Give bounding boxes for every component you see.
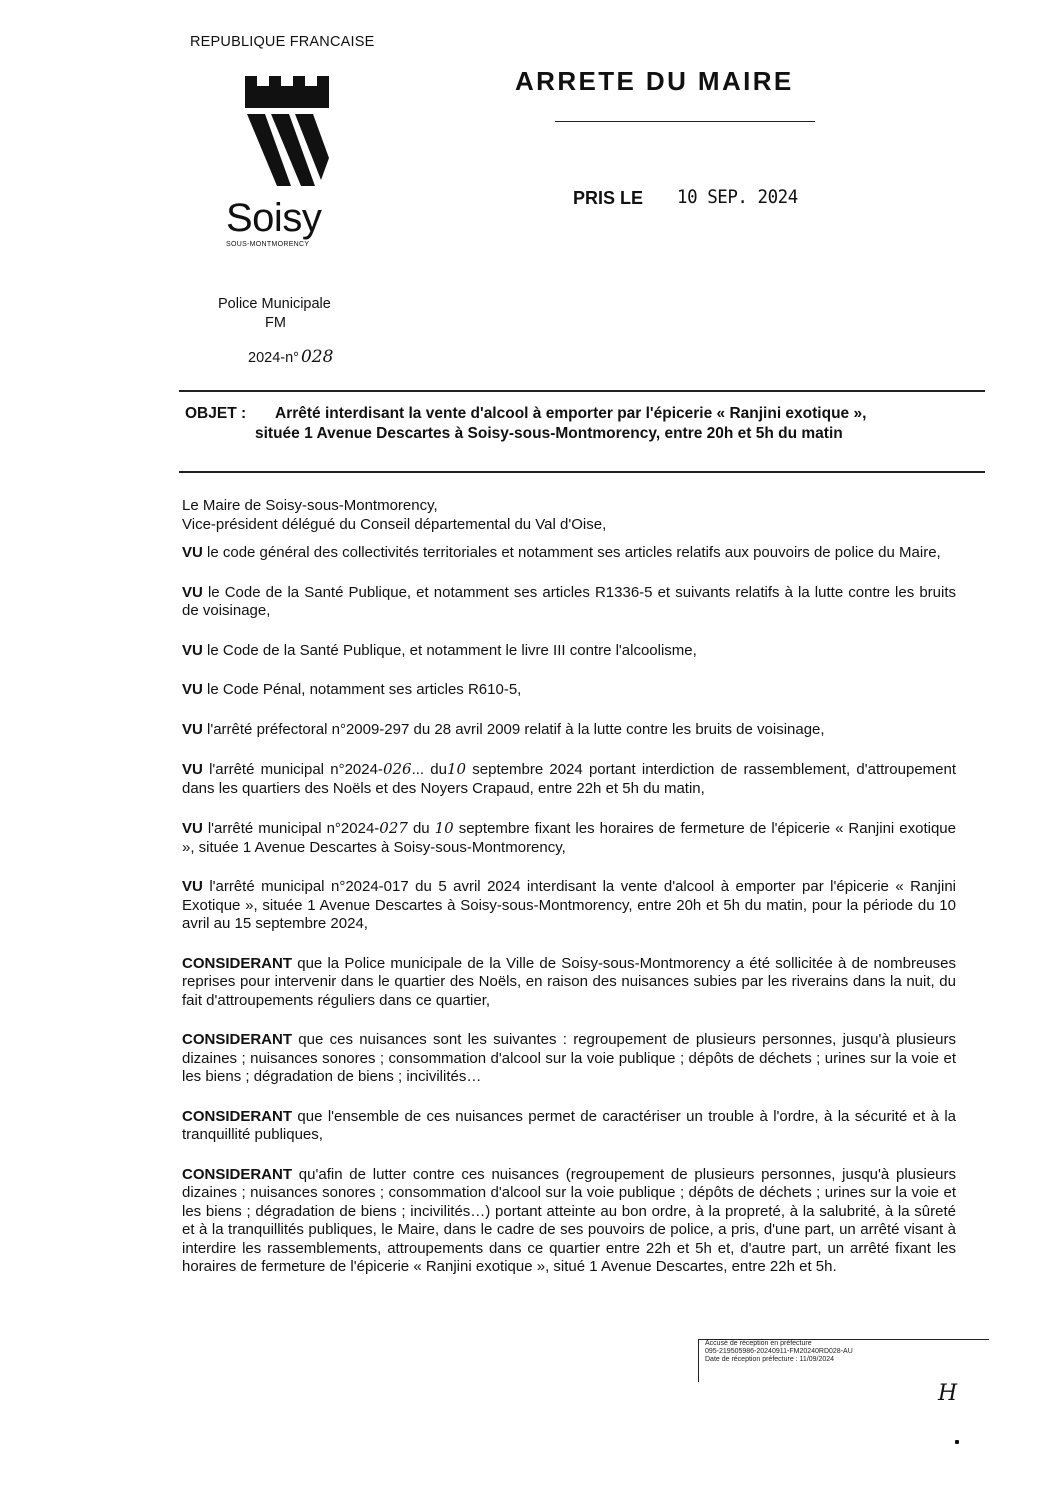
- visa-text: septembre fixant les horaires de fermeture de l'épicerie « Ranjini exotique », située 1 Avenue Descartes à Soisy-sous-Montmorency,: [182, 820, 956, 856]
- visa-text: le Code de la Santé Publique, et notamment le livre III contre l'alcoolisme,: [207, 641, 697, 659]
- objet-line-2: située 1 Avenue Descartes à Soisy-sous-Montmorency, entre 20h et 5h du matin: [255, 425, 843, 442]
- intro-line-1: Le Maire de Soisy-sous-Montmorency,: [182, 497, 438, 514]
- considerant-paragraph: [182, 1166, 956, 1277]
- visa-text: l'arrêté préfectoral n°2009-297 du 28 avril 2009 relatif à la lutte contre les bruits de voisinage,: [207, 720, 825, 738]
- logo-wordmark: Soisy: [226, 196, 322, 240]
- service-name: Police Municipale: [218, 296, 331, 312]
- objet-block: [185, 404, 985, 444]
- considerant-paragraph: [182, 1108, 956, 1145]
- visa-paragraph: [182, 721, 956, 740]
- vu-label: VU: [182, 761, 203, 778]
- objet-label: OBJET :: [185, 405, 247, 422]
- handwritten-number: 027: [379, 819, 408, 837]
- considerant-paragraph: [182, 955, 956, 1011]
- title-underline: [555, 121, 815, 122]
- vu-label: VU: [182, 720, 203, 738]
- vu-label: VU: [182, 544, 203, 561]
- document-title: ARRETE DU MAIRE: [515, 66, 794, 96]
- visa-text: septembre 2024 portant interdiction de rassemblement, d'attroupement dans les quartiers des Noëls et des Noyers Crapaud, entre 22h et 5h du matin,: [182, 761, 957, 797]
- vu-label: VU: [182, 878, 203, 895]
- prefecture-receipt-stamp: [698, 1339, 989, 1382]
- vu-label: VU: [182, 681, 203, 698]
- arrete-number-handwritten: 028: [300, 347, 334, 367]
- considerant-label: CONSIDERANT: [182, 1107, 293, 1125]
- stamp-line-3: Date de réception préfecture : 11/09/2024: [705, 1356, 835, 1363]
- handwritten-day: 10: [434, 819, 454, 837]
- considerant-text: que ces nuisances sont les suivantes : regroupement de plusieurs personnes, jusqu'à plusieurs dizaines ; nuisances sonores ; consommation d'alcool sur la voie publique ; dépôts de déchets ; urines sur la voie et les biens ; dégradation de biens ; incivilités…: [182, 1031, 956, 1085]
- visa-text: le Code Pénal, notamment ses articles R610-5,: [207, 681, 522, 698]
- divider-bottom: [179, 471, 985, 473]
- visa-paragraph: [182, 819, 956, 857]
- arrete-number: [248, 347, 333, 367]
- pris-le-label: PRIS LE: [573, 188, 644, 208]
- visa-paragraph: [182, 584, 956, 621]
- intro-line-2: Vice-président délégué du Conseil départemental du Val d'Oise,: [182, 515, 607, 533]
- considerant-text: que l'ensemble de ces nuisances permet de caractériser un trouble à l'ordre, à la sécurité et à la tranquillité publiques,: [182, 1107, 957, 1143]
- visa-paragraph: [182, 878, 956, 934]
- visa-text: le Code de la Santé Publique, et notamment ses articles R1336-5 et suivants relatifs à la lutte contre les bruits de voisinage,: [182, 583, 956, 619]
- considerant-text: que la Police municipale de la Ville de Soisy-sous-Montmorency a été sollicitée à de nombreuses reprises pour intervenir dans le quartier des Noëls, en raison des nuisances subies par les riverains dans la nuit, du fait d'attroupements réguliers dans ce quartier,: [182, 954, 957, 1009]
- visa-paragraph: [182, 760, 956, 798]
- visa-text: ... du: [411, 761, 447, 778]
- logo-subtitle: SOUS-MONTMORENCY: [226, 241, 310, 248]
- ink-mark: [955, 1440, 959, 1444]
- paraphe-initials: H: [938, 1381, 958, 1406]
- visa-paragraph: [182, 642, 956, 661]
- date-stamp: 10 SEP. 2024: [677, 186, 798, 208]
- vu-label: VU: [182, 583, 203, 601]
- vu-label: VU: [182, 820, 203, 837]
- visa-text: l'arrêté municipal n°2024-: [207, 820, 380, 837]
- visa-paragraph: [182, 681, 956, 700]
- considerant-label: CONSIDERANT: [182, 1031, 293, 1048]
- arrete-number-prefix: 2024-n°: [248, 350, 299, 366]
- handwritten-number: 026: [382, 760, 412, 778]
- republique-francaise: REPUBLIQUE FRANCAISE: [190, 34, 375, 50]
- considerant-label: CONSIDERANT: [182, 1165, 293, 1183]
- considerant-paragraph: [182, 1031, 956, 1087]
- considerant-label: CONSIDERANT: [182, 954, 293, 972]
- service-initials: FM: [265, 315, 286, 331]
- visa-text: le code général des collectivités territoriales et notamment ses articles relatifs aux pouvoirs de police du Maire,: [207, 544, 941, 561]
- stamp-line-1: Accusé de réception en préfecture: [705, 1340, 812, 1347]
- vu-label: VU: [182, 641, 203, 659]
- handwritten-day: 10: [446, 760, 467, 778]
- divider-top: [179, 390, 985, 392]
- considerant-text: qu'afin de lutter contre ces nuisances (regroupement de plusieurs personnes, jusqu'à plusieurs dizaines ; nuisances sonores ; consommation d'alcool sur la voie publique ; dépôts de déchets ; urines sur la voie et les biens ; dégradation de biens ; incivilités…) portant atteinte au bon ordre, à la propreté, à la salubrité, à la sûreté et à la tranquillités publiques, le Maire, dans le cadre de ses pouvoirs de police, a pris, d'une part, un arrêté visant à interdire les rassemblements, attroupements dans ce quartier entre 22h et 5h et, d'autre part, un arrêté fixant les horaires de fermeture de l'épicerie « Ranjini exotique », situé 1 Avenue Descartes, entre 22h et 5h.: [182, 1165, 957, 1275]
- arrete-body: [182, 497, 956, 1298]
- visa-paragraph: [182, 544, 956, 563]
- visa-text: l'arrêté municipal n°2024-017 du 5 avril 2024 interdisant la vente d'alcool à emporter par l'épicerie « Ranjini Exotique », située 1 Avenue Descartes à Soisy-sous-Montmorency, entre 20h et 5h du matin, pour la période du 10 avril au 15 septembre 2024,: [182, 878, 956, 932]
- visa-text: l'arrêté municipal n°2024-: [209, 761, 383, 778]
- stamp-line-2: 095-219505986-20240911-FM20240RD028-AU: [705, 1348, 853, 1355]
- objet-line-1: Arrêté interdisant la vente d'alcool à emporter par l'épicerie « Ranjini exotique »,: [275, 405, 867, 422]
- visa-text: du: [412, 820, 430, 837]
- intro-paragraph: [182, 497, 956, 534]
